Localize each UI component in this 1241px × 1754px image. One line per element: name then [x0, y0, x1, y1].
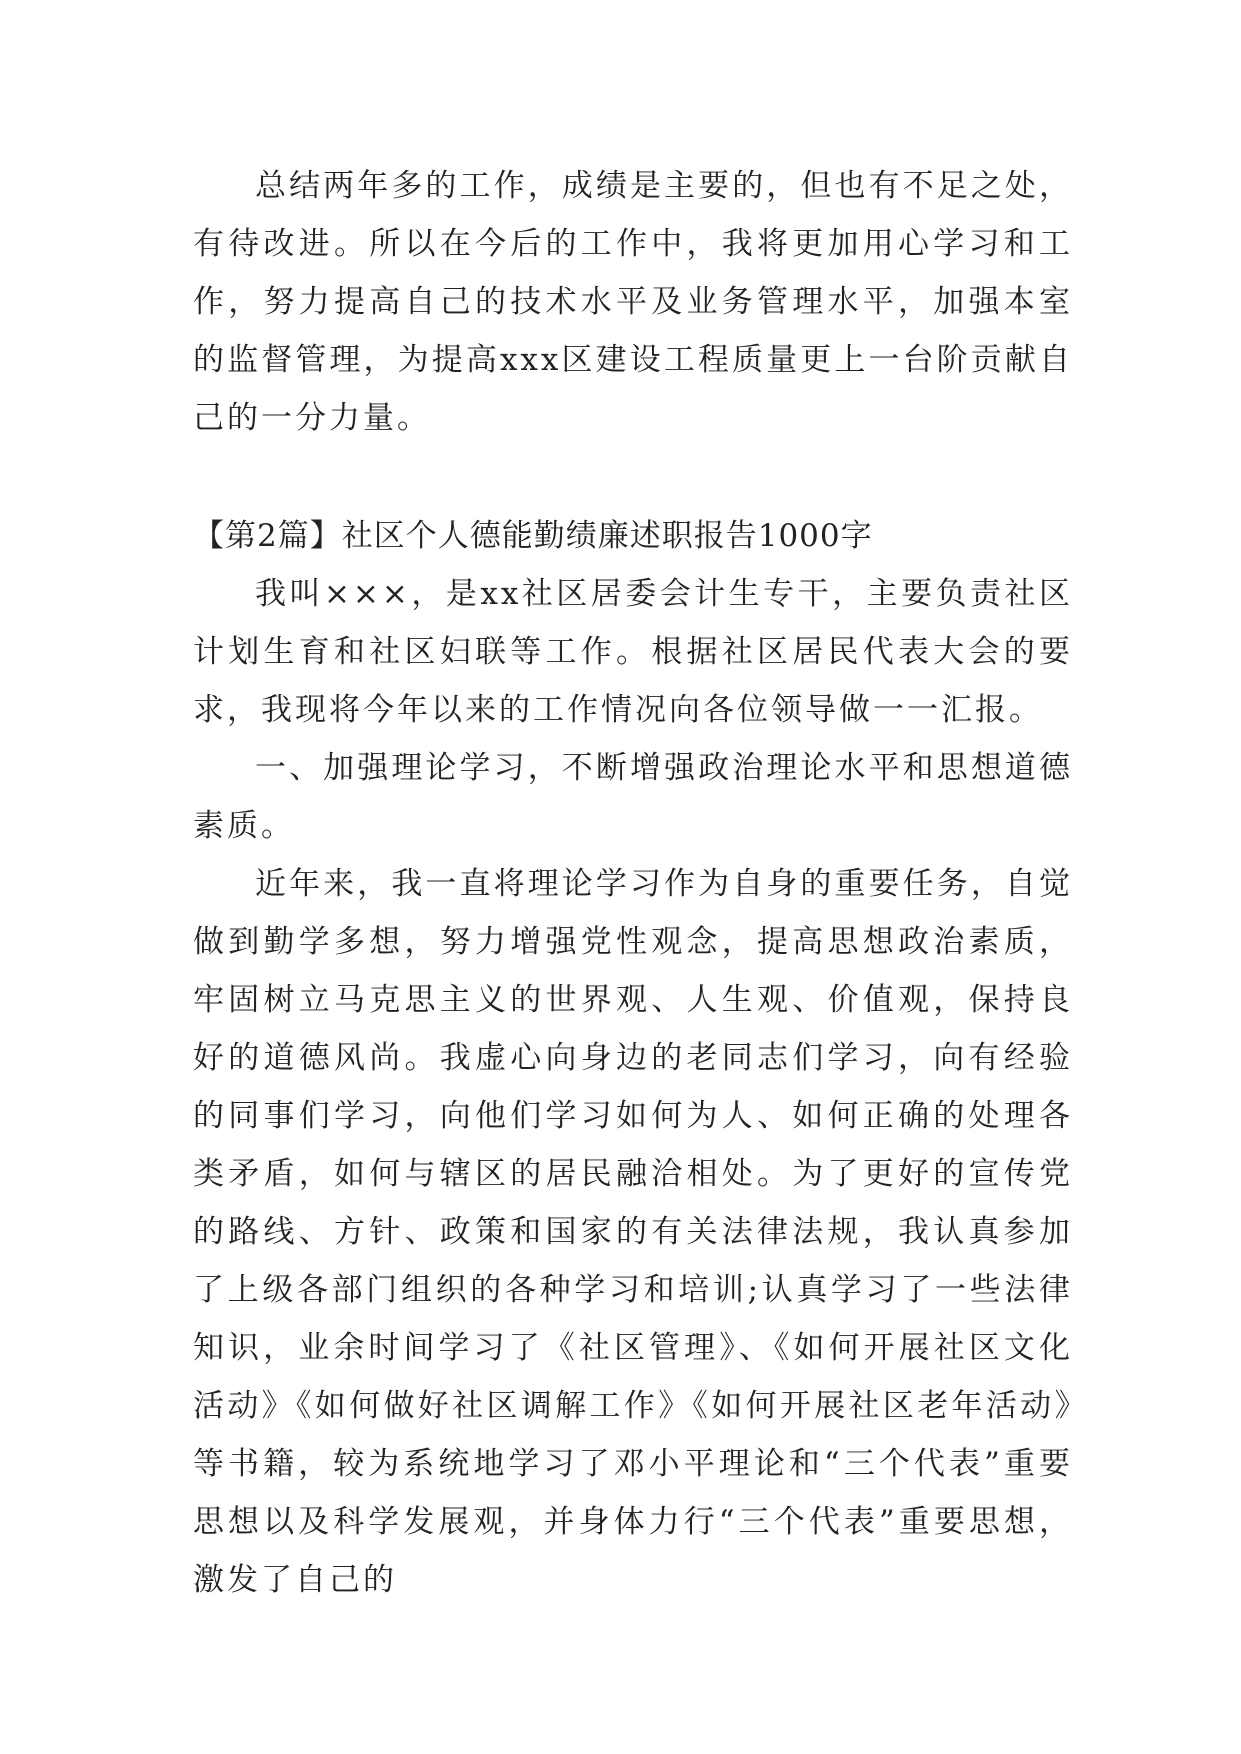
paragraph: 近年来，我一直将理论学习作为自身的重要任务，自觉做到勤学多想，努力增强党性观念，提高思想政治素质，牢固树立马克思主义的世界观、人生观、价值观，保持良好的道德风尚。我虚心向身边的老同志们学习，向有经验的同事们学习，向他们学习如何为人、如何正确的处理各类矛盾，如何与辖区的居民融洽相处。为了更好的宣传党的路线、方针、政策和国家的有关法律法规，我认真参加了上级各部门组织的各种学习和培训;认真学习了一些法律知识，业余时间学习了《社区管理》、《如何开展社区文化活动》《如何做好社区调解工作》《如何开展社区老年活动》等书籍，较为系统地学习了邓小平理论和“三个代表”重要思想以及科学发展观，并身体力行“三个代表”重要思想，激发了自己的	[193, 866, 1073, 1598]
section-1	[193, 157, 1073, 447]
paragraph: 一、加强理论学习，不断增强政治理论水平和思想道德素质。	[193, 750, 1073, 844]
section-2	[193, 507, 1073, 1609]
section-heading: 【第2篇】社区个人德能勤绩廉述职报告1000字	[193, 518, 873, 554]
paragraph: 总结两年多的工作，成绩是主要的，但也有不足之处，有待改进。所以在今后的工作中，我将更加用心学习和工作，努力提高自己的技术水平及业务管理水平，加强本室的监督管理，为提高xxx区建设工程质量更上一台阶贡献自己的一分力量。	[193, 168, 1073, 436]
paragraph: 我叫×××，是xx社区居委会计生专干，主要负责社区计划生育和社区妇联等工作。根据社区居民代表大会的要求，我现将今年以来的工作情况向各位领导做一一汇报。	[193, 576, 1073, 728]
